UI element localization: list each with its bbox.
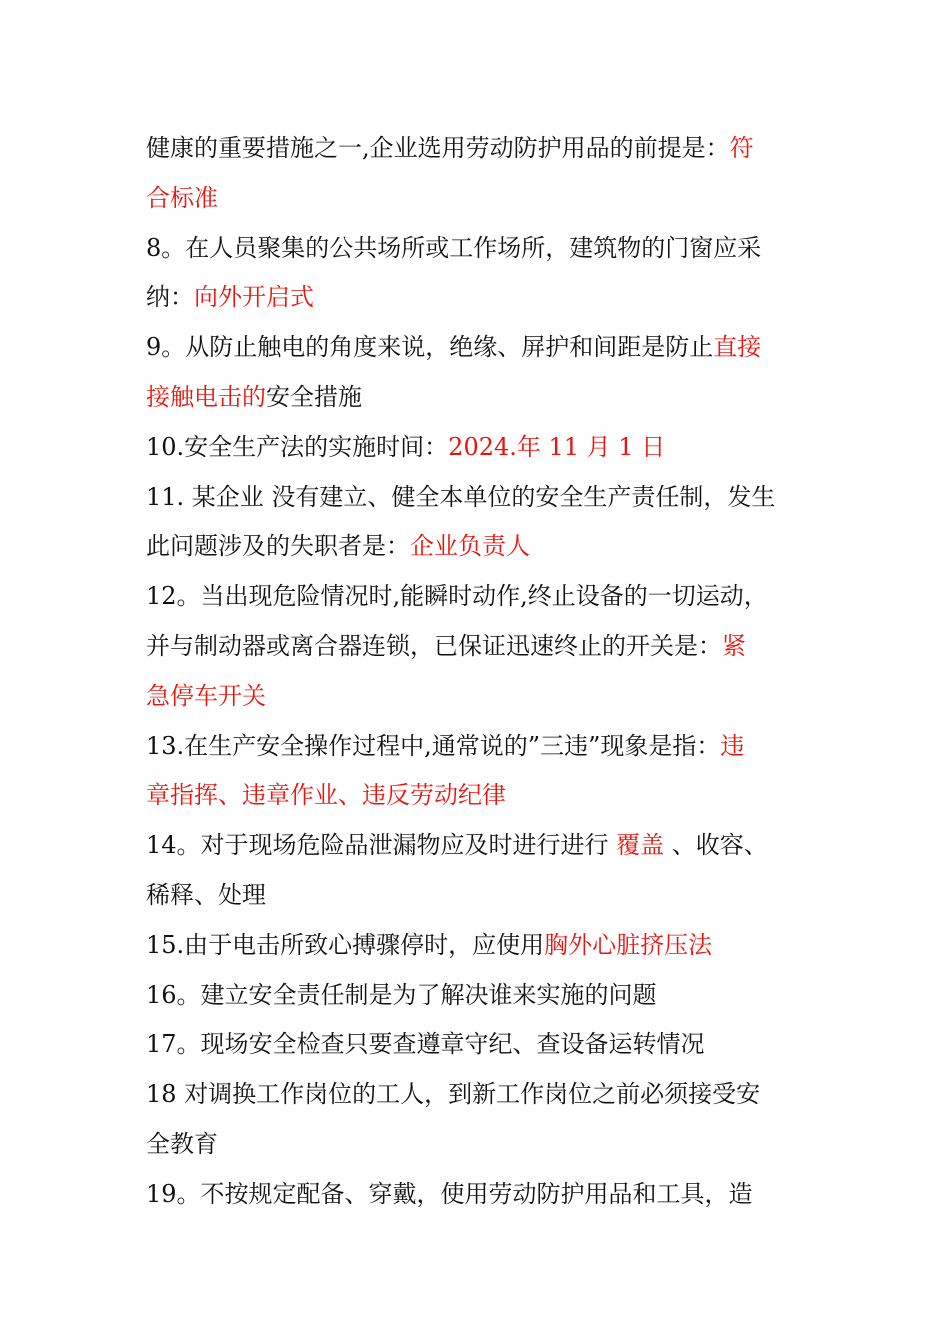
- text-line: 并与制动器或离合器连锁，已保证迅速终止的开关是：紧: [146, 631, 746, 660]
- answer-text: 覆盖: [616, 831, 665, 860]
- text-line: 9。从防止触电的角度来说，绝缘、屏护和间距是防止直接: [146, 333, 762, 362]
- text-line: 15.由于电击所致心搏骤停时，应使用胸外心脏挤压法: [146, 930, 713, 959]
- text-line: 16。建立安全责任制是为了解决谁来实施的问题: [146, 980, 657, 1009]
- answer-text: 接触电击的: [146, 382, 266, 411]
- text-line: [146, 771, 816, 821]
- answer-text: 2024.年 11 月 1 日: [448, 432, 666, 461]
- answer-text: 违: [720, 731, 745, 760]
- answer-text: 直接: [713, 333, 762, 362]
- text-line: 14。对于现场危险品泄漏物应及时进行进行 覆盖 、收容、: [146, 831, 768, 860]
- text-line: 11. 某企业 没有建立、健全本单位的安全生产责任制，发生: [146, 482, 776, 511]
- answer-text: 向外开启式: [194, 283, 314, 312]
- answer-text: 章指挥、违章作业、违反劳动纪律: [146, 781, 506, 810]
- text-line: 稀释、处理: [146, 880, 266, 909]
- answer-text: 合标准: [146, 183, 218, 212]
- text-line: 纳：向外开启式: [146, 283, 314, 312]
- text-line: 10.安全生产法的实施时间：2024.年 11 月 1 日: [146, 432, 666, 461]
- text-line: [146, 174, 816, 224]
- qa-text-body: [146, 124, 816, 1220]
- answer-text: 胸外心脏挤压法: [544, 930, 713, 959]
- text-line: 接触电击的安全措施: [146, 382, 362, 411]
- text-line: 18 对调换工作岗位的工人，到新工作岗位之前必须接受安: [146, 1080, 761, 1109]
- text-line: 13.在生产安全操作过程中,通常说的”三违”现象是指：违: [146, 731, 745, 760]
- text-line: 12。当出现危险情况时,能瞬时动作,终止设备的一切运动，: [146, 582, 768, 611]
- text-line: 此问题涉及的失职者是：企业负责人: [146, 532, 530, 561]
- answer-text: 紧: [722, 631, 746, 660]
- answer-text: 企业负责人: [410, 532, 530, 561]
- answer-text: 符: [729, 134, 754, 162]
- text-line: 19。不按规定配备、穿戴，使用劳动防护用品和工具，造: [146, 1179, 753, 1208]
- text-line: 全教育: [146, 1129, 218, 1158]
- answer-text: 急停车开关: [146, 681, 266, 710]
- text-line: [146, 672, 816, 722]
- text-line: 17。现场安全检查只要查遵章守纪、查设备运转情况: [146, 1030, 705, 1059]
- text-line: 健康的重要措施之一,企业选用劳动防护用品的前提是：符: [146, 134, 754, 162]
- text-line: 8。在人员聚集的公共场所或工作场所，建筑物的门窗应采: [146, 233, 762, 262]
